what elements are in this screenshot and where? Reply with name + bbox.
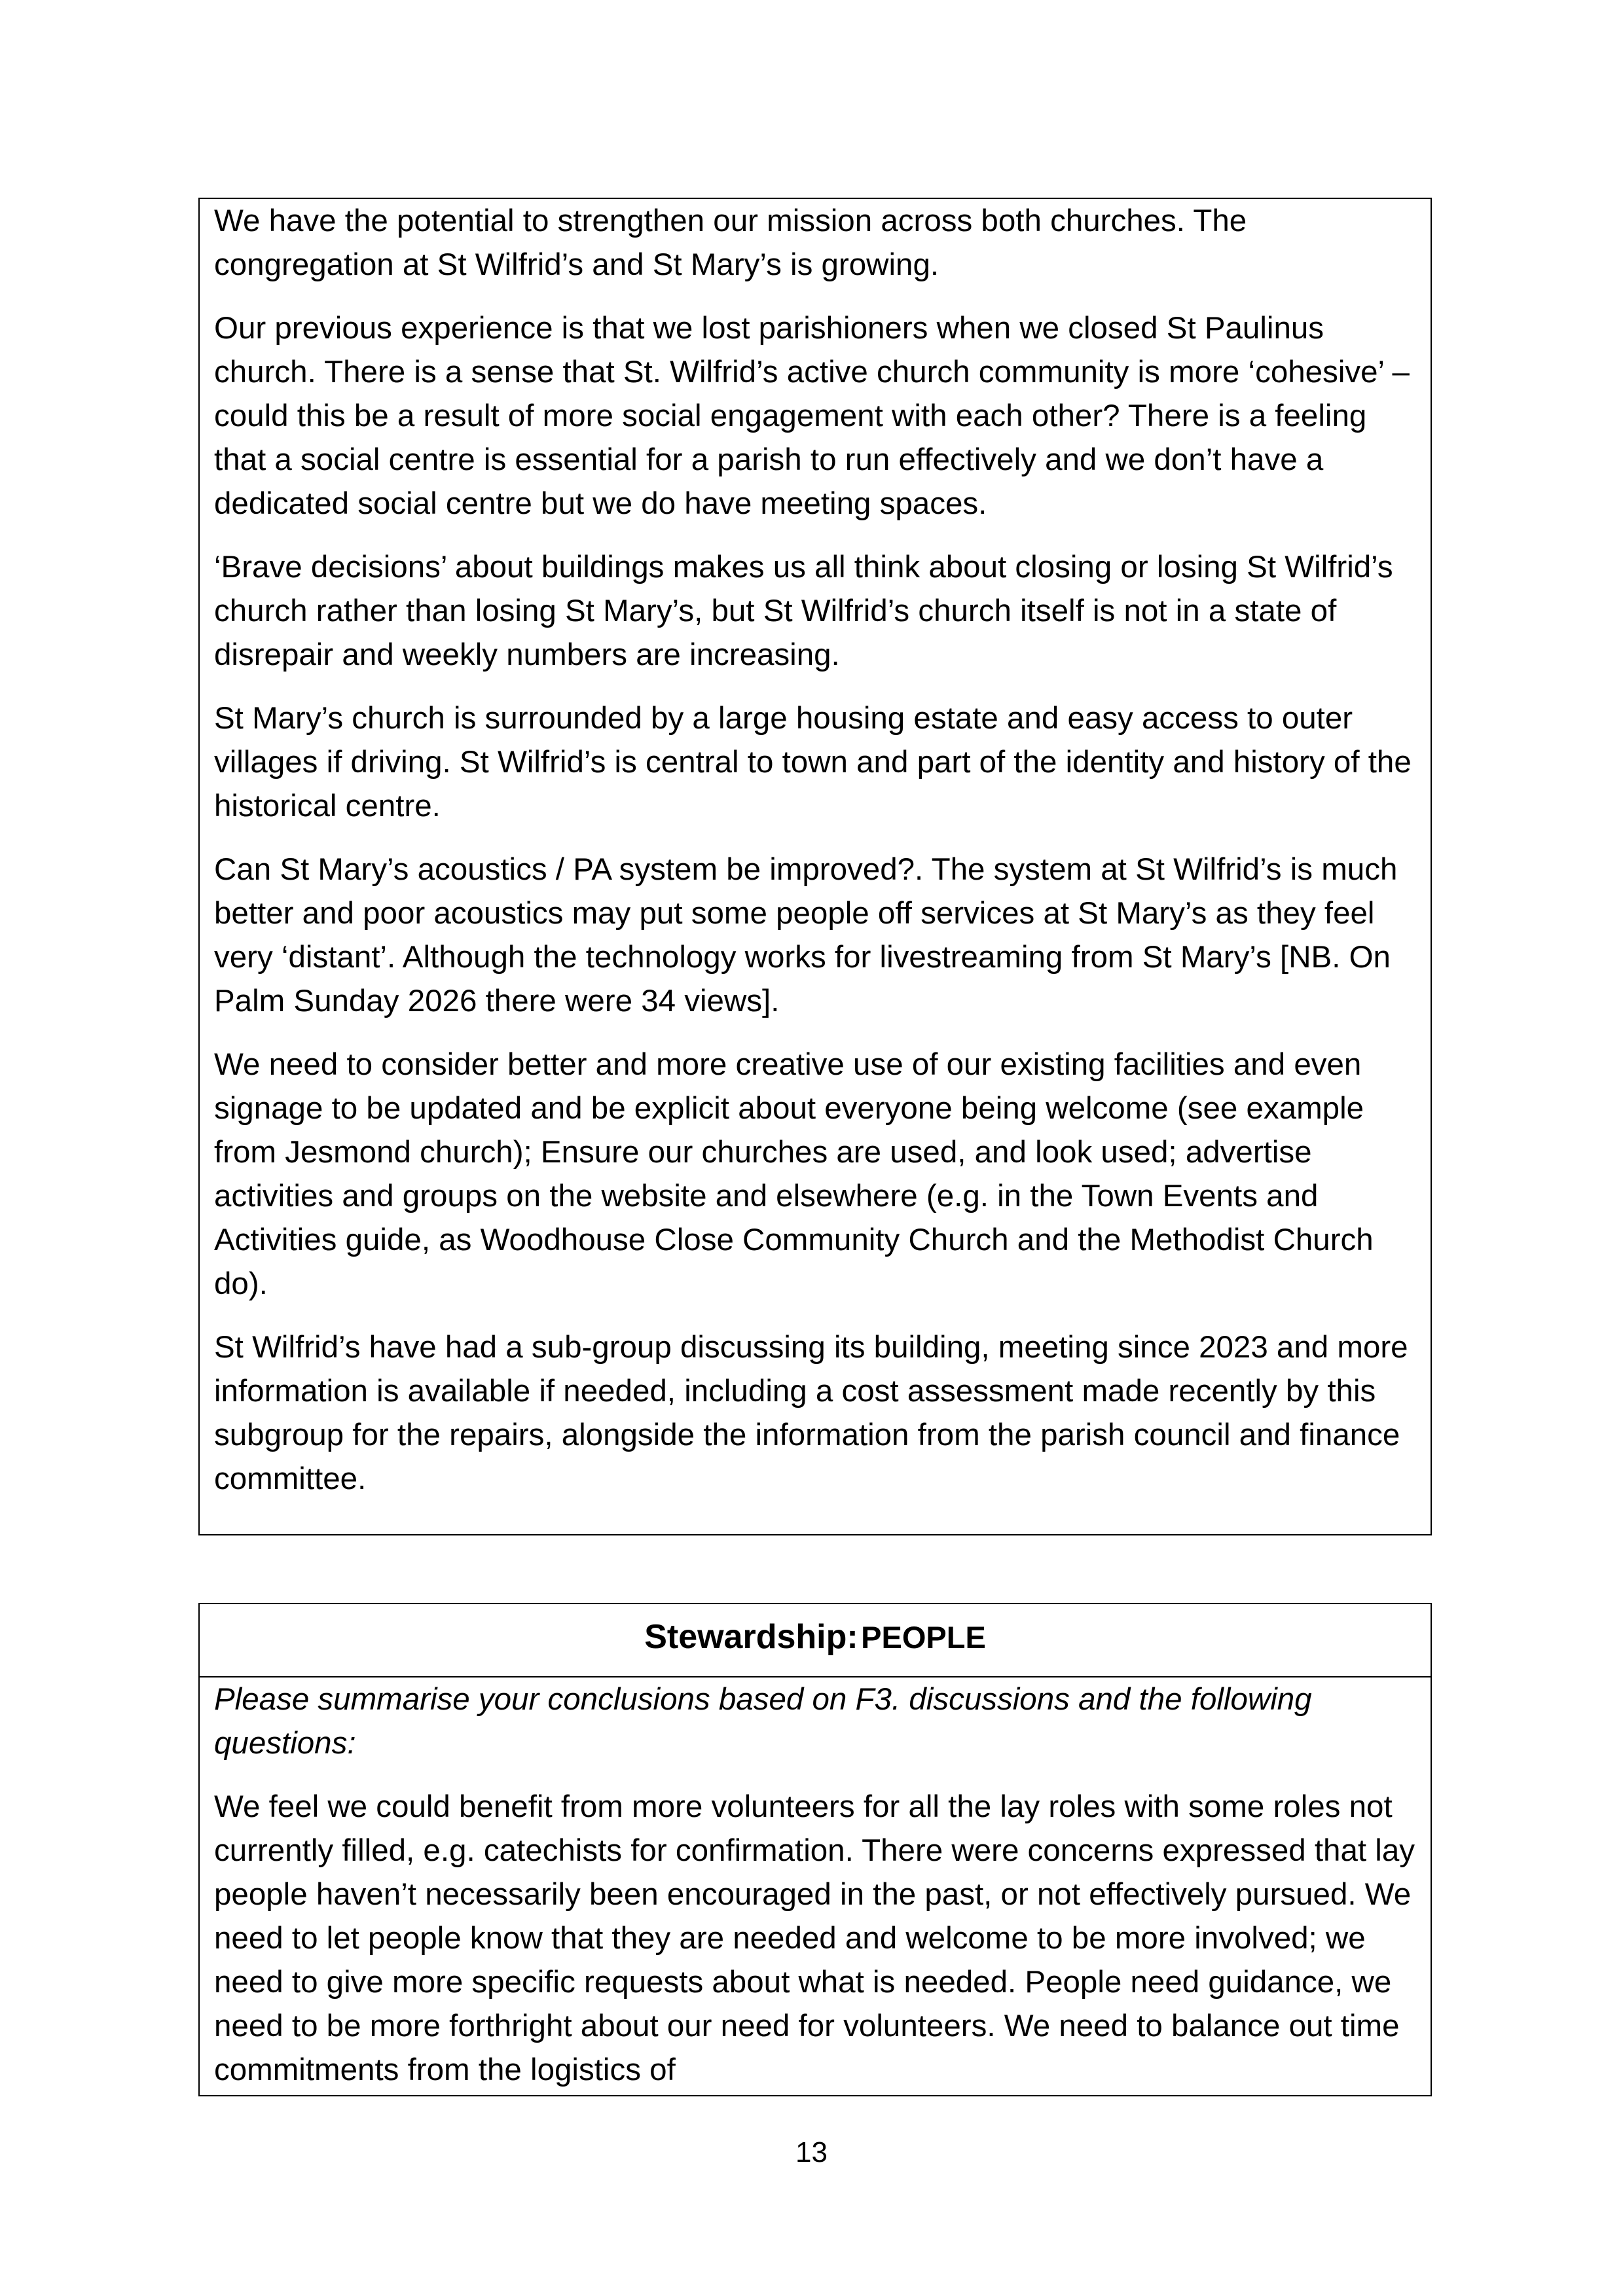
stewardship-title: Stewardship: [644, 1618, 858, 1656]
stewardship-content [200, 1677, 1431, 2092]
stewardship-people-box [198, 1603, 1432, 2096]
paragraph-sub-group: St Wilfrid’s have had a sub-group discussing its building, meeting since 2023 and more information is available if needed, including a cost assessment made recently by this subgroup for the repairs, alongside the information from the parish council and finance committee. [214, 1330, 1408, 1496]
paragraph-brave-decisions: ‘Brave decisions’ about buildings makes us all think about closing or losing St Wilfrid’s church rather than losing St Mary’s, but St Wilfrid’s church itself is not in a state of disrepair and weekly numbers are increasing. [214, 550, 1393, 672]
paragraph-facilities: We need to consider better and more creative use of our existing facilities and even signage to be updated and be explicit about everyone being welcome (see example from Jesmond church); Ensure our churches are used, and look used; advertise activities and groups on the website and elsewhere (e.g. in the Town Events and Activities guide, as Woodhouse Close Community Church and the Methodist Church do). [214, 1047, 1374, 1301]
stewardship-subtitle: PEOPLE [861, 1620, 986, 1655]
stewardship-prompt: Please summarise your conclusions based on F3. discussions and the following questions: [214, 1682, 1312, 1761]
page-number: 13 [795, 2136, 828, 2168]
paragraph-acoustics: Can St Mary’s acoustics / PA system be improved?. The system at St Wilfrid’s is much better and poor acoustics may put some people off services at St Mary’s as they feel very ‘distant’. Although the technology works for livestreaming from St Mary’s [NB. On Palm Sunday 2026 there were 34 views]. [214, 852, 1398, 1018]
paragraph-previous-experience: Our previous experience is that we lost parishioners when we closed St Paulinus church. There is a sense that St. Wilfrid’s active church community is more ‘cohesive’ – could this be a result of more social engagement with each other? There is a feeling that a social centre is essential for a parish to run effectively and we don’t have a dedicated social centre but we do have meeting spaces. [214, 311, 1410, 521]
stewardship-response: We feel we could benefit from more volunteers for all the lay roles with some roles not currently filled, e.g. catechists for confirmation. There were concerns expressed that lay people haven’t necessarily been encouraged in the past, or not effectively pursued. We need to let people know that they are needed and welcome to be more involved; we need to give more specific requests about what is needed. People need guidance, we need to be more forthright about our need for volunteers. We need to balance out time commitments from the logistics of [214, 1789, 1415, 2087]
discussion-summary-box [198, 198, 1432, 1535]
stewardship-header [200, 1604, 1431, 1677]
paragraph-mission: We have the potential to strengthen our mission across both churches. The congregation at St Wilfrid’s and St Mary’s is growing. [214, 204, 1247, 282]
paragraph-locations: St Mary’s church is surrounded by a large housing estate and easy access to outer villages if driving. St Wilfrid’s is central to town and part of the identity and history of the historical centre. [214, 701, 1412, 823]
